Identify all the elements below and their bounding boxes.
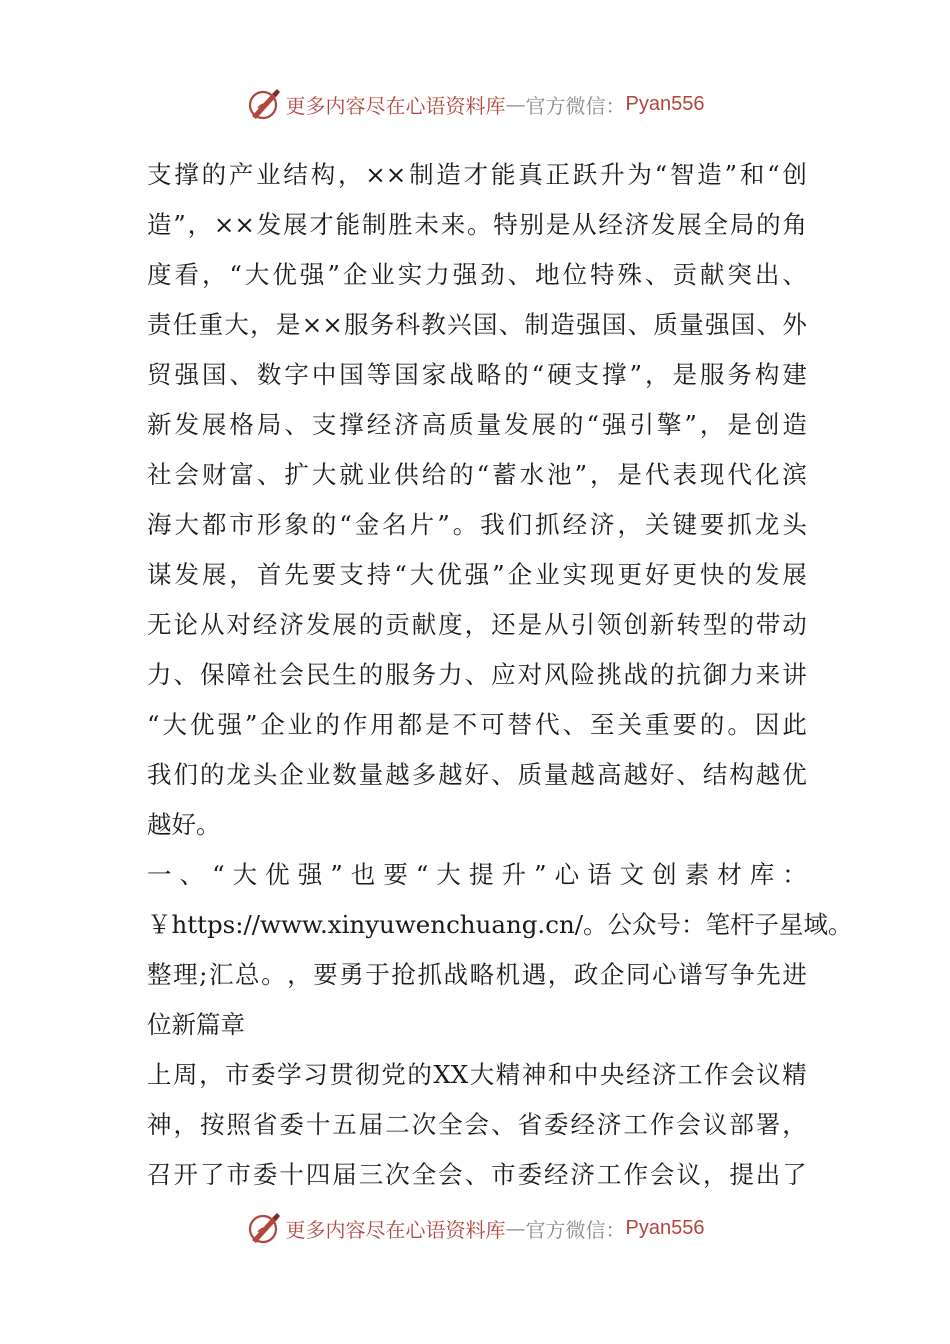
text-line: 无 论 从 对 经 济 发 展 的 贡 献 度 ， 还 是 从 引 领 创 新 转 型 的 带 动 — [147, 610, 807, 639]
text-line: 神 ， 按 照 省 委 十 五 届 二 次 全 会 、 省 委 经 济 工 作 会 议 部 署 ， — [147, 1110, 807, 1139]
pen-logo-icon — [246, 1210, 282, 1246]
text-line: 整 理 ; 汇 总 。 ， 要 勇 于 抢 抓 战 略 机 遇 ， 政 企 同 心 谱 写 争 先 进 — [147, 960, 807, 989]
header-wechat-label: 官方微信： — [525, 93, 626, 118]
text-line: “ 大 优 强 ” 企 业 的 作 用 都 是 不 可 替 代 、 至 关 重 要 的 。 因 此 — [147, 710, 807, 739]
text-line: 位新篇章 — [147, 1010, 245, 1039]
footer-wechat-label: 官方微信： — [525, 1217, 626, 1242]
pen-logo-icon — [246, 86, 282, 122]
text-line: 新 发 展 格 局 、 支 撑 经 济 高 质 量 发 展 的 “ 强 引 擎 ” ， 是 创 造 — [147, 410, 807, 439]
header-wechat-id: Pyan556 — [625, 92, 705, 115]
footer-wechat-id: Pyan556 — [625, 1216, 705, 1239]
text-line: 上 周 ， 市 委 学 习 贯 彻 党 的 XX 大 精 神 和 中 央 经 济 工 作 会 议 精 — [147, 1060, 807, 1089]
text-line: 造 ” ， ×× 发 展 才 能 制 胜 未 来 。 特 别 是 从 经 济 发 展 全 局 的 角 — [147, 210, 807, 239]
text-line: 越好。 — [147, 810, 221, 839]
text-line: 度 看 ， “ 大 优 强 ” 企 业 实 力 强 劲 、 地 位 特 殊 、 贡 献 突 出 、 — [147, 260, 807, 289]
text-line: 海 大 都 市 形 象 的 “ 金 名 片 ” 。 我 们 抓 经 济 ， 关 键 要 抓 龙 头 — [147, 510, 807, 539]
text-line: 社 会 财 富 、 扩 大 就 业 供 给 的 “ 蓄 水 池 ” ， 是 代 表 现 代 化 滨 — [147, 460, 807, 489]
text-line: 支 撑 的 产 业 结 构 ， ×× 制 造 才 能 真 正 跃 升 为 “ 智 造 ” 和 “ 创 — [147, 160, 807, 189]
text-line: 力 、 保 障 社 会 民 生 的 服 务 力 、 应 对 风 险 挑 战 的 抗 御 力 来 讲 — [147, 660, 807, 689]
footer-separator: — — [505, 1216, 526, 1240]
text-line: ￥https://www.xinyuwenchuang.cn/。公众号：笔杆子星域。 — [147, 910, 853, 939]
text-line: 一 、 “ 大 优 强 ” 也 要 “ 大 提 升 ” 心 语 文 创 素 材 库 ： — [147, 860, 807, 889]
text-line: 我 们 的 龙 头 企 业 数 量 越 多 越 好 、 质 量 越 高 越 好 、 结 构 越 优 — [147, 760, 807, 789]
footer-site-text: 更多内容尽在心语资料库 — [285, 1217, 506, 1242]
text-line: 召 开 了 市 委 十 四 届 三 次 全 会 、 市 委 经 济 工 作 会 议 ， 提 出 了 — [147, 1160, 807, 1189]
header-banner — [0, 84, 950, 124]
header-site-text: 更多内容尽在心语资料库 — [285, 93, 506, 118]
text-line: 责 任 重 大 ， 是 ×× 服 务 科 教 兴 国 、 制 造 强 国 、 质 量 强 国 、 外 — [147, 310, 807, 339]
footer-banner — [0, 1208, 950, 1248]
text-line: 谋 发 展 ， 首 先 要 支 持 “ 大 优 强 ” 企 业 实 现 更 好 更 快 的 发 展 — [147, 560, 807, 589]
header-separator: — — [505, 92, 526, 116]
text-line: 贸 强 国 、 数 字 中 国 等 国 家 战 略 的 “ 硬 支 撑 ” ， 是 服 务 构 建 — [147, 360, 807, 389]
document-body — [147, 150, 853, 1200]
